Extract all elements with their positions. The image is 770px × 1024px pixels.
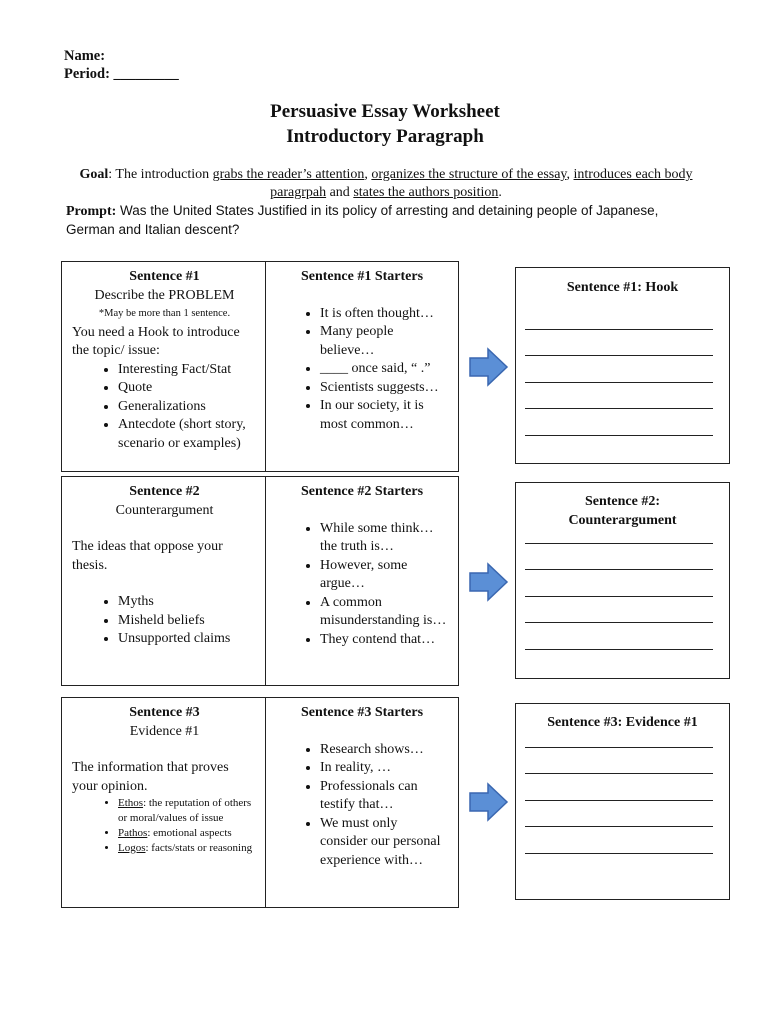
arrow-shape xyxy=(470,349,507,385)
sentence-1-box-title: Sentence #1: Hook xyxy=(566,280,679,295)
list-item: • Misheld beliefs xyxy=(118,612,257,631)
list-item xyxy=(118,796,257,826)
sentence-2-table xyxy=(61,476,459,686)
sentence-3-title: Sentence #3 xyxy=(129,705,200,720)
sentence-2-starters-cell xyxy=(266,477,458,685)
sentence-2-subtitle: Counterargument xyxy=(115,502,214,518)
list-item: • While some think… the truth is… xyxy=(320,520,448,557)
answer-line[interactable] xyxy=(525,747,713,748)
sentence-3-starters-cell xyxy=(266,698,458,907)
answer-line[interactable] xyxy=(525,569,713,570)
list-item: • They contend that… xyxy=(320,631,448,650)
sentence-3-description-cell xyxy=(62,698,266,907)
sentence-2-answer-box xyxy=(515,482,730,679)
list-item: • In our society, it is most common… xyxy=(320,397,448,434)
period-label: Period: _________ xyxy=(64,66,179,82)
arrow-right-icon xyxy=(468,346,510,388)
sentence-3-answer-box xyxy=(515,703,730,900)
goal-sep-1: , xyxy=(364,167,372,182)
sentence-3-subtitle: Evidence #1 xyxy=(129,723,200,739)
appeal-term: Pathos xyxy=(118,827,148,839)
arrow-right-icon xyxy=(468,561,510,603)
prompt-text xyxy=(66,202,706,239)
goal-sep-2: , xyxy=(566,167,574,182)
sentence-1-description: You need a Hook to introduce the topic/ issue: xyxy=(72,324,240,358)
list-item: • In reality, … xyxy=(320,759,448,778)
list-item: • Quote xyxy=(118,379,257,398)
list-item: • We must only consider our personal experience with… xyxy=(320,815,448,871)
list-item: • It is often thought… xyxy=(320,305,448,324)
answer-line[interactable] xyxy=(525,329,713,330)
sentence-1-starters-cell xyxy=(266,262,458,471)
sentence-2-starters-list xyxy=(276,520,448,650)
goal-point-1: grabs the reader’s attention xyxy=(212,167,365,182)
arrow-shape xyxy=(470,564,507,600)
sentence-2-starters-title: Sentence #2 Starters xyxy=(300,484,424,499)
sentence-1-table xyxy=(61,261,459,472)
list-item: • Generalizations xyxy=(118,398,257,417)
sentence-1-starters-list xyxy=(276,305,448,435)
spacer xyxy=(72,520,257,538)
list-item: • Professionals can testify that… xyxy=(320,778,448,815)
sentence-2-description: The ideas that oppose your thesis. xyxy=(72,539,223,573)
sentence-1-title: Sentence #1 xyxy=(129,269,200,284)
sentence-3-starters-list xyxy=(276,741,448,871)
sentence-3-box-title: Sentence #3: Evidence #1 xyxy=(547,715,698,730)
answer-line[interactable] xyxy=(525,853,713,854)
answer-line[interactable] xyxy=(525,543,713,544)
answer-line[interactable] xyxy=(525,596,713,597)
goal-sep-3: and xyxy=(326,185,354,200)
goal-intro: : The introduction xyxy=(108,167,213,182)
answer-line[interactable] xyxy=(525,826,713,827)
list-item: • Myths xyxy=(118,593,257,612)
goal-label: Goal xyxy=(79,167,109,182)
sentence-1-subtitle: Describe the PROBLEM xyxy=(94,287,235,303)
appeal-definition: : the reputation of others or moral/values of issue xyxy=(118,797,252,824)
sentence-1-answer-box xyxy=(515,267,730,464)
sentence-2-description-cell xyxy=(62,477,266,685)
sentence-1-note: *May be more than 1 sentence. xyxy=(98,308,231,319)
sentence-1-hook-list xyxy=(72,361,257,454)
goal-point-3: introduces each body paragrpah xyxy=(270,167,693,200)
prompt-label: Prompt: xyxy=(66,204,117,219)
arrow-shape xyxy=(470,784,507,820)
sentence-2-box-title: Sentence #2: Counterargument xyxy=(568,494,677,528)
list-item: • ____ once said, “ .” xyxy=(320,360,448,379)
goal-text xyxy=(66,166,706,202)
sentence-2-list xyxy=(72,593,257,649)
goal-point-4: states the authors position xyxy=(353,185,499,200)
answer-line[interactable] xyxy=(525,408,713,409)
list-item: • Antecdote (short story, scenario or examples) xyxy=(118,416,257,453)
answer-line[interactable] xyxy=(525,435,713,436)
answer-line[interactable] xyxy=(525,773,713,774)
sentence-2-title: Sentence #2 xyxy=(129,484,200,499)
list-item: • However, some argue… xyxy=(320,557,448,594)
list-item: • Research shows… xyxy=(320,741,448,760)
sentence-1-starters-title: Sentence #1 Starters xyxy=(300,269,424,284)
worksheet-title: Persuasive Essay Worksheet xyxy=(270,101,500,122)
sentence-3-table xyxy=(61,697,459,908)
appeal-definition: : facts/stats or reasoning xyxy=(145,842,253,854)
list-item xyxy=(118,841,257,856)
answer-line[interactable] xyxy=(525,382,713,383)
arrow-right-icon xyxy=(468,781,510,823)
list-item: • A common misunderstanding is… xyxy=(320,594,448,631)
sentence-3-starters-title: Sentence #3 Starters xyxy=(300,705,424,720)
list-item: • Interesting Fact/Stat xyxy=(118,361,257,380)
appeal-term: Logos xyxy=(118,842,146,854)
name-period-block xyxy=(64,47,179,83)
answer-line[interactable] xyxy=(525,800,713,801)
sentence-3-appeals-list xyxy=(72,796,257,856)
list-item: • Unsupported claims xyxy=(118,630,257,649)
answer-line[interactable] xyxy=(525,355,713,356)
answer-line[interactable] xyxy=(525,649,713,650)
spacer xyxy=(72,741,257,759)
list-item xyxy=(118,826,257,841)
worksheet-subtitle: Introductory Paragraph xyxy=(286,126,484,147)
goal-point-2: organizes the structure of the essay xyxy=(371,167,567,182)
list-item: • Scientists suggests… xyxy=(320,379,448,398)
name-label: Name: xyxy=(64,48,106,64)
appeal-definition: : emotional aspects xyxy=(147,827,232,839)
sentence-3-description: The information that proves your opinion. xyxy=(72,760,229,794)
spacer xyxy=(72,575,257,593)
goal-end: . xyxy=(498,185,502,200)
sentence-1-description-cell xyxy=(62,262,266,471)
appeal-term: Ethos xyxy=(118,797,144,809)
answer-line[interactable] xyxy=(525,622,713,623)
prompt-question: Was the United States Justified in its policy of arresting and detaining people of Japanese, German and Italian descent? xyxy=(66,203,659,237)
list-item: • Many people believe… xyxy=(320,323,448,360)
